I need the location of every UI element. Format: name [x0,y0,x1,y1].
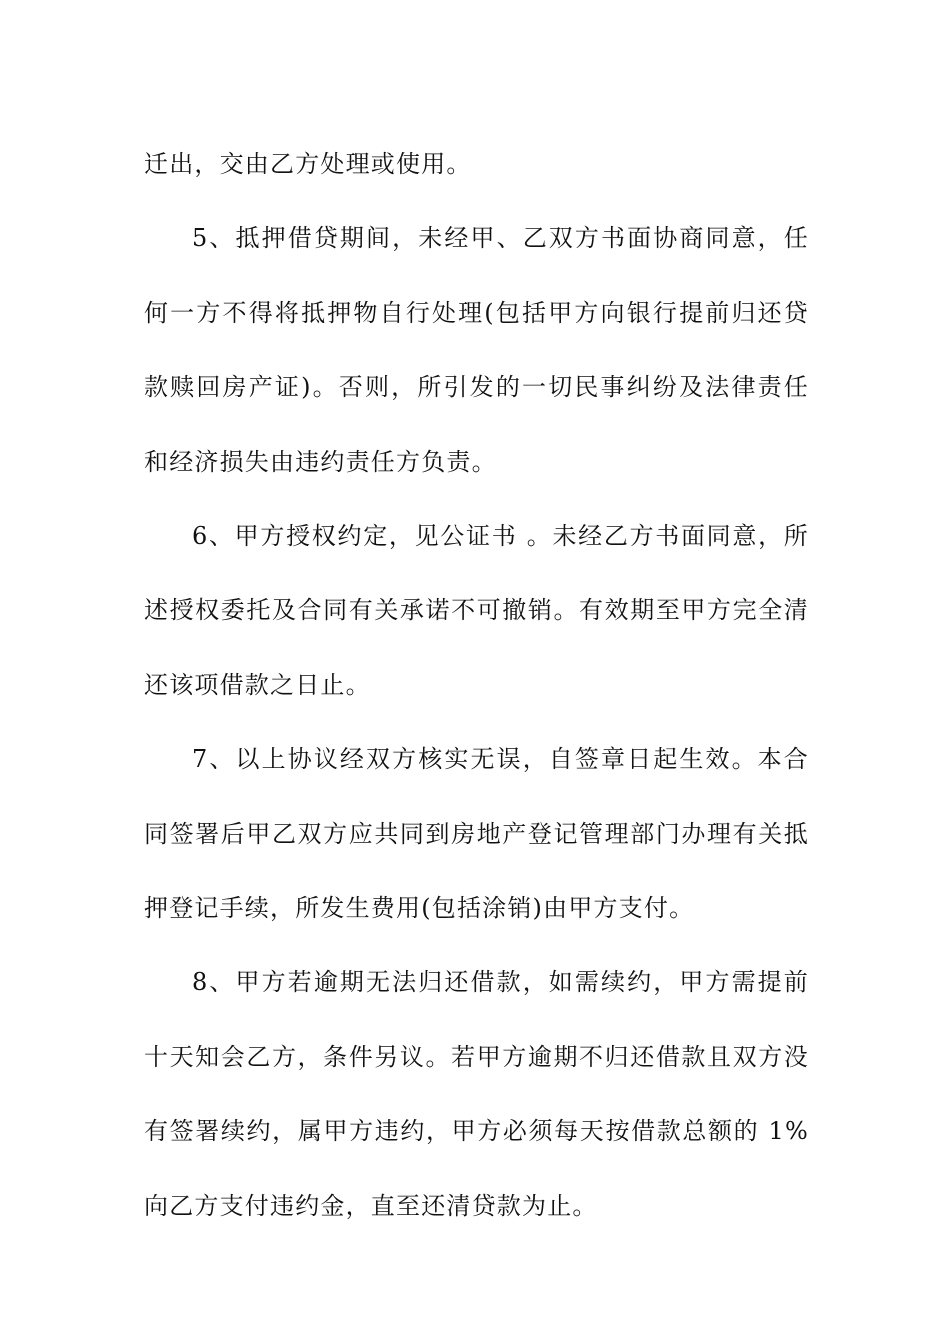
clause-5-paragraph: 5、抵押借贷期间，未经甲、乙双方书面协商同意，任何一方不得将抵押物自行处理(包括甲方向银行提前归还贷款赎回房产证)。否则，所引发的一切民事纠纷及法律责任和经济损失由违约责任方负责。 [144,224,809,476]
clause-6-paragraph: 6、甲方授权约定，见公证书 。未经乙方书面同意，所述授权委托及合同有关承诺不可撤销。有效期至甲方完全清还该项借款之日止。 [144,522,809,699]
clause-7-paragraph: 7、以上协议经双方核实无误，自签章日起生效。本合同签署后甲乙双方应共同到房地产登记管理部门办理有关抵押登记手续，所发生费用(包括涂销)由甲方支付。 [144,745,809,923]
document-body [144,127,809,1243]
clause-8-paragraph: 8、甲方若逾期无法归还借款，如需续约，甲方需提前十天知会乙方，条件另议。若甲方逾期不归还借款且双方没有签署续约，属甲方违约，甲方必须每天按借款总额的 1%向乙方支付违约金，直至还清贷款为止。 [144,968,809,1220]
paragraph-continuation: 迁出，交由乙方处理或使用。 [144,150,472,178]
